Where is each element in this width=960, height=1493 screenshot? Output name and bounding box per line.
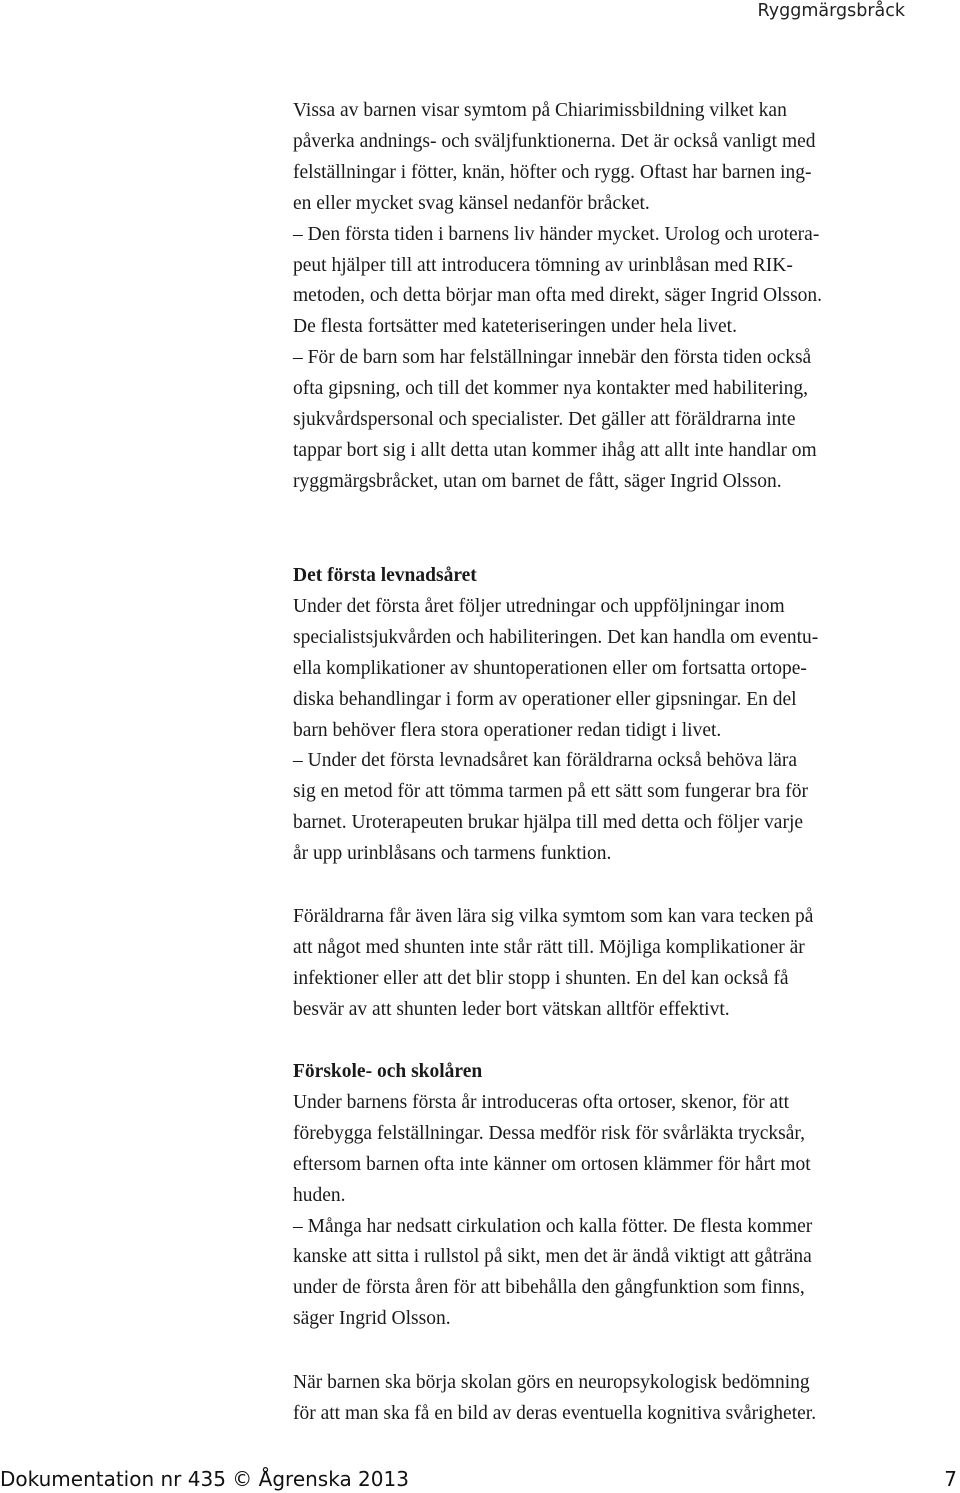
text-line: sig en metod för att tömma tarmen på ett sätt som fungerar bra för [293,781,808,803]
text-line: år upp urinblåsans och tarmens funktion. [293,843,612,865]
parents-paragraph [293,902,933,1026]
text-line: – Många har nedsatt cirkulation och kalla fötter. De flesta kommer [293,1215,813,1237]
text-line: sjukvårdspersonal och specialister. Det gäller att föräldrarna inte [293,409,796,431]
text-line: förebygga felställningar. Dessa medför risk för svårläkta trycksår, [293,1122,805,1144]
text-line: en eller mycket svag känsel nedanför bråcket. [293,192,650,214]
text-line: Under barnens första år introduceras ofta ortoser, skenor, för att [293,1091,790,1113]
text-line: ella komplikationer av shuntoperationen eller om fortsatta ortope- [293,657,807,679]
page-number: 7 [944,1467,957,1491]
text-line: besvär av att shunten leder bort vätskan alltför effektivt. [293,998,730,1020]
text-line: peut hjälper till att introducera tömning av urinblåsan med RIK- [293,254,793,276]
text-line: metoden, och detta börjar man ofta med direkt, säger Ingrid Olsson. [293,285,823,307]
section-heading-first-year: Det första levnadsåret [293,565,477,586]
section-first-year [293,561,933,870]
text-line: Vissa av barnen visar symtom på Chiarimissbildning vilket kan [293,100,787,121]
text-line: infektioner eller att det blir stopp i shunten. En del kan också få [293,967,789,989]
text-line: huden. [293,1184,346,1206]
running-header-title: Ryggmärgsbråck [757,1,905,21]
text-line: De flesta fortsätter med kateteriseringen under hela livet. [293,316,737,338]
school-start-paragraph [293,1368,933,1430]
text-line: felställningar i fötter, knän, höfter och rygg. Oftast har barnen ing- [293,161,812,183]
text-line: eftersom barnen ofta inte känner om ortosen klämmer för hårt mot [293,1153,811,1175]
text-line: – För de barn som har felställningar innebär den första tiden också [293,347,812,369]
text-line: – Den första tiden i barnens liv händer mycket. Urolog och urotera- [293,223,820,245]
text-line: – Under det första levnadsåret kan föräldrarna också behöva lära [293,750,798,772]
text-line: ofta gipsning, och till det kommer nya kontakter med habilitering, [293,378,809,400]
section-heading-school-years: Förskole- och skolåren [293,1061,483,1082]
text-line: säger Ingrid Olsson. [293,1308,451,1330]
text-line: Föräldrarna får även lära sig vilka symtom som kan vara tecken på [293,906,814,927]
text-line: specialistsjukvården och habiliteringen. Det kan handla om eventu- [293,626,819,648]
text-line: barn behöver flera stora operationer redan tidigt i livet. [293,719,722,741]
section-school-years [293,1057,933,1335]
intro-paragraphs [293,96,933,498]
text-line: påverka andnings- och sväljfunktionerna. Det är också vanligt med [293,130,816,152]
footer-citation: Dokumentation nr 435 © Ågrenska 2013 [0,1467,409,1491]
text-line: för att man ska få en bild av deras eventuella kognitiva svårigheter. [293,1402,817,1424]
text-line: Under det första året följer utredningar och uppföljningar inom [293,595,785,617]
text-line: tappar bort sig i allt detta utan kommer ihåg att allt inte handlar om [293,439,817,461]
text-line: diska behandlingar i form av operationer eller gipsningar. En del [293,688,797,710]
text-line: kanske att sitta i rullstol på sikt, men det är ändå viktigt att gåträna [293,1246,812,1268]
text-line: ryggmärgsbråcket, utan om barnet de fått, säger Ingrid Olsson. [293,470,782,492]
text-line: När barnen ska börja skolan görs en neuropsykologisk bedömning [293,1372,810,1393]
text-line: under de första åren för att bibehålla den gångfunktion som finns, [293,1277,805,1299]
text-line: att något med shunten inte står rätt till. Möjliga komplikationer är [293,936,805,958]
text-line: barnet. Uroterapeuten brukar hjälpa till med detta och följer varje [293,812,804,834]
